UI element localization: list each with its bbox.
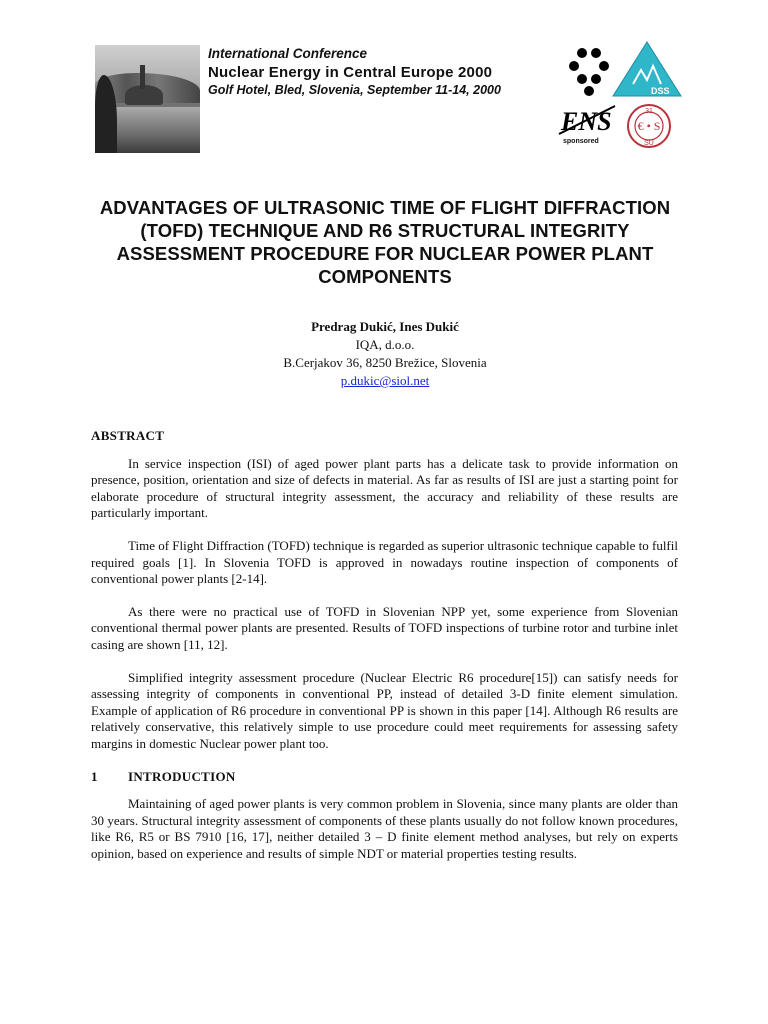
dss-logo-text: DSS xyxy=(651,86,670,96)
author-names: Predrag Dukić, Ines Dukić xyxy=(311,319,459,334)
section-number: 1 xyxy=(91,768,98,784)
conference-header xyxy=(0,0,768,160)
author-affiliation: IQA, d.o.o. xyxy=(355,337,415,352)
author-address: B.Cerjakov 36, 8250 Brežice, Slovenia xyxy=(283,355,487,370)
introduction-heading xyxy=(91,769,678,786)
section-title: INTRODUCTION xyxy=(128,768,236,784)
abstract-paragraph: Time of Flight Diffraction (TOFD) technique is regarded as superior ultrasonic technique capable to fulfil required goals [1]. In Slovenia TOFD is approved in nowadays routine inspection of components of conventional power plants [2-14]. xyxy=(91,537,678,587)
ens-logo-text: ENS xyxy=(561,107,612,136)
abstract-paragraph: As there were no practical use of TOFD in Slovenian NPP yet, some experience from Slovenian conventional thermal power plants are presented. Results of TOFD inspections of turbine rotor and turbine inlet casing are shown [11, 12]. xyxy=(91,603,678,652)
seal-top-text: 31 xyxy=(645,108,653,115)
paper-title: ADVANTAGES OF ULTRASONIC TIME OF FLIGHT DIFFRACTION (TOFD) TECHNIQUE AND R6 STRUCTURAL INTEGRITY ASSESSMENT PROCEDURE FOR NUCLEAR POWER PLANT COMPONENTS xyxy=(99,197,671,287)
seal-bottom-text: SU xyxy=(644,140,654,147)
abstract-paragraph: Simplified integrity assessment procedure (Nuclear Electric R6 procedure[15]) can satisfy needs for assessing integrity of components in conventional PP, instead of detailed 3-D finite element simulation. Example of application of R6 procedure in conventional PP is shown in this paper [14]. Although R6 results are relatively conservative, this relatively simple to use procedure could meet requirements for assessing safety margins in domestic Nuclear power plant too. xyxy=(91,669,678,751)
sponsor-logos xyxy=(555,40,685,155)
abstract-heading: ABSTRACT xyxy=(91,428,165,443)
conference-line: International Conference xyxy=(208,46,368,61)
conference-info xyxy=(208,46,501,97)
abstract-paragraph: In service inspection (ISI) of aged power plant parts has a delicate task to provide information on presence, position, orientation and size of defects in material. As far as results of ISI are just a starting point for elaborate procedure of structural integrity assessment, the accuracy and reliability of these results are particularly important. xyxy=(91,455,678,521)
conference-name: Nuclear Energy in Central Europe 2000 xyxy=(208,64,493,81)
author-email-link[interactable]: p.dukic@siol.net xyxy=(340,373,430,388)
dots-logo-icon xyxy=(569,48,615,96)
ens-logo-icon xyxy=(557,100,619,140)
introduction-paragraph: Maintaining of aged power plants is very common problem in Slovenia, since many plants are older than 30 years. Structural integrity assessment of components of these plants usually do not follow known procedures, like R6, R5 or BS 7910 [16, 17], neither detailed 3 – D finite element method analyses, but rely on experts opinion, based on experience and results of simple NDT or material properties testing results. xyxy=(91,796,678,861)
paper-body xyxy=(91,428,678,878)
seal-mid-text: € • S xyxy=(637,119,661,133)
dss-triangle-logo-icon xyxy=(611,40,683,98)
author-block xyxy=(0,318,768,390)
conference-location-date: Golf Hotel, Bled, Slovenia, September 11-14, 2000 xyxy=(208,83,501,97)
ens-sponsored-label: sponsored xyxy=(563,138,599,145)
bled-lake-photo xyxy=(95,45,200,153)
seal-logo-icon xyxy=(625,102,673,150)
